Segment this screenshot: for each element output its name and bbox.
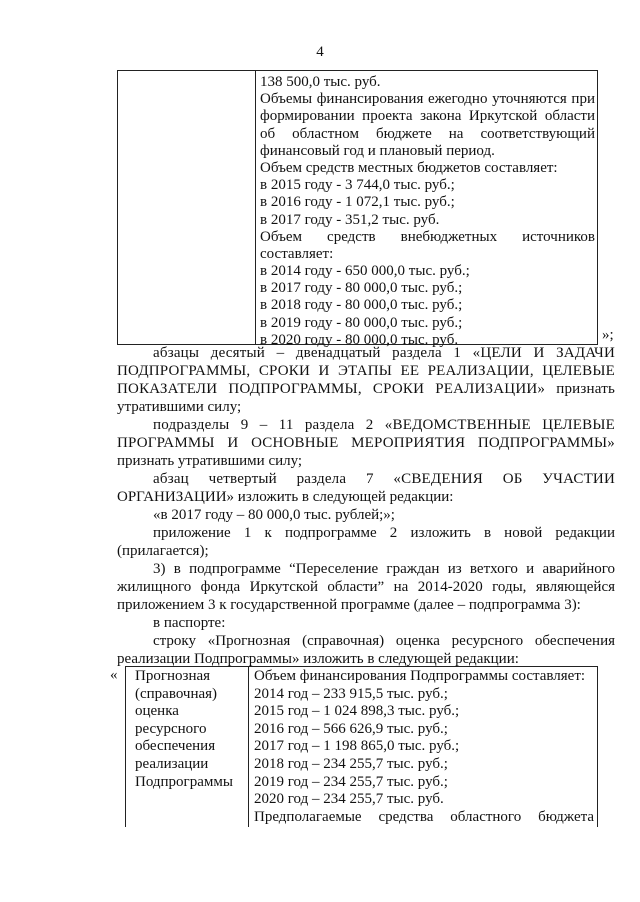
paragraph-line: жилищного фонда Иркутской области” на 2014-2020 годы, являющейся xyxy=(117,579,615,595)
paragraph-line: (прилагается); xyxy=(117,543,209,559)
label-line: обеспечения xyxy=(135,738,216,755)
paragraph-line: ПОКАЗАТЕЛИ ПОДПРОГРАММЫ, СРОКИ РЕАЛИЗАЦИИ» признать xyxy=(117,381,615,397)
value-line: 2018 год – 234 255,7 тыс. руб.; xyxy=(254,755,448,772)
table-line: 138 500,0 тыс. руб. xyxy=(260,74,381,90)
paragraph-line: ПРОГРАММЫ И ОСНОВНЫЕ МЕРОПРИЯТИЯ ПОДПРОГРАММЫ» xyxy=(117,435,615,451)
table-line: Объем средств внебюджетных источников xyxy=(260,228,595,245)
table-line: формировании проекта закона Иркутской области xyxy=(260,108,595,125)
table-line: в 2017 году - 80 000,0 тыс. руб.; xyxy=(260,280,463,297)
table-line: в 2019 году - 80 000,0 тыс. руб.; xyxy=(260,314,463,331)
paragraph-line: ОРГАНИЗАЦИИ» изложить в следующей редакции: xyxy=(117,489,454,505)
paragraph-line: признать утратившими силу; xyxy=(117,453,303,469)
table-line: Объемы финансирования ежегодно уточняются при xyxy=(260,91,595,108)
paragraph-line: реализации Подпрограммы» изложить в следующей редакции: xyxy=(117,651,519,667)
closing-quote: »; xyxy=(602,327,614,343)
table-line: Объем средств местных бюджетов составляет: xyxy=(260,159,558,176)
table-line: в 2014 году - 650 000,0 тыс. руб.; xyxy=(260,263,470,280)
value-line: 2016 год – 566 626,9 тыс. руб.; xyxy=(254,720,448,737)
paragraph-line: подразделы 9 – 11 раздела 2 «ВЕДОМСТВЕННЫЕ ЦЕЛЕВЫЕ xyxy=(153,417,615,433)
paragraph-line: 3) в подпрограмме “Переселение граждан из ветхого и аварийного xyxy=(153,561,615,577)
label-line: оценка xyxy=(135,703,179,720)
table-line: в 2016 году - 1 072,1 тыс. руб.; xyxy=(260,194,455,211)
value-line: 2020 год – 234 255,7 тыс. руб. xyxy=(254,791,444,808)
label-line: реализации xyxy=(135,755,209,772)
label-line: Прогнозная xyxy=(135,668,211,684)
table-line: в 2020 году - 80 000,0 тыс. руб. xyxy=(260,331,459,348)
value-line: Предполагаемые средства областного бюджета xyxy=(254,808,594,825)
page-number: 4 xyxy=(316,44,324,60)
label-line: (справочная) xyxy=(135,685,218,702)
table-line: финансовый год и плановый период. xyxy=(260,142,495,159)
paragraph-line: «в 2017 году – 80 000,0 тыс. рублей;»; xyxy=(153,507,395,523)
paragraph-line: в паспорте: xyxy=(153,615,226,631)
value-line: 2014 год – 233 915,5 тыс. руб.; xyxy=(254,685,448,702)
value-line: Объем финансирования Подпрограммы составляет: xyxy=(254,668,586,684)
value-line: 2019 год – 234 255,7 тыс. руб.; xyxy=(254,773,448,790)
paragraph-line: утратившими силу; xyxy=(117,399,242,415)
table-line: составляет: xyxy=(260,245,334,262)
document-body xyxy=(117,344,615,668)
row-label-cell xyxy=(135,668,245,791)
value-line: 2017 год – 1 198 865,0 тыс. руб.; xyxy=(254,738,460,755)
paragraph-line: абзацы десятый – двенадцатый раздела 1 «ЦЕЛИ И ЗАДАЧИ xyxy=(153,345,615,361)
value-line: 2015 год – 1 024 898,3 тыс. руб.; xyxy=(254,703,460,720)
paragraph-line: приложением 3 к государственной программе (далее – подпрограмма 3): xyxy=(117,597,581,613)
label-line: Подпрограммы xyxy=(135,773,233,790)
paragraph-line: абзац четвертый раздела 7 «СВЕДЕНИЯ ОБ УЧАСТИИ xyxy=(153,471,615,487)
table-line: об областном бюджете на соответствующий xyxy=(260,125,595,142)
label-line: ресурсного xyxy=(135,720,207,737)
paragraph-line: строку «Прогнозная (справочная) оценка ресурсного обеспечения xyxy=(153,633,615,649)
paragraph-line: ПОДПРОГРАММЫ, СРОКИ И ЭТАПЫ ЕЕ РЕАЛИЗАЦИИ, ЦЕЛЕВЫЕ xyxy=(117,363,615,379)
opening-quote: « xyxy=(110,667,118,683)
paragraph-line: приложение 1 к подпрограмме 2 изложить в новой редакции xyxy=(153,525,615,541)
funding-table-continued xyxy=(117,70,598,348)
funding-cell xyxy=(260,74,595,349)
resource-estimate-table xyxy=(125,666,598,827)
column-divider xyxy=(255,71,256,344)
table-line: в 2015 году - 3 744,0 тыс. руб.; xyxy=(260,177,455,194)
funding-values-cell xyxy=(254,668,594,826)
column-divider xyxy=(248,667,249,827)
table-line: в 2018 году - 80 000,0 тыс. руб.; xyxy=(260,297,463,314)
table-line: в 2017 году - 351,2 тыс. руб. xyxy=(260,211,440,228)
